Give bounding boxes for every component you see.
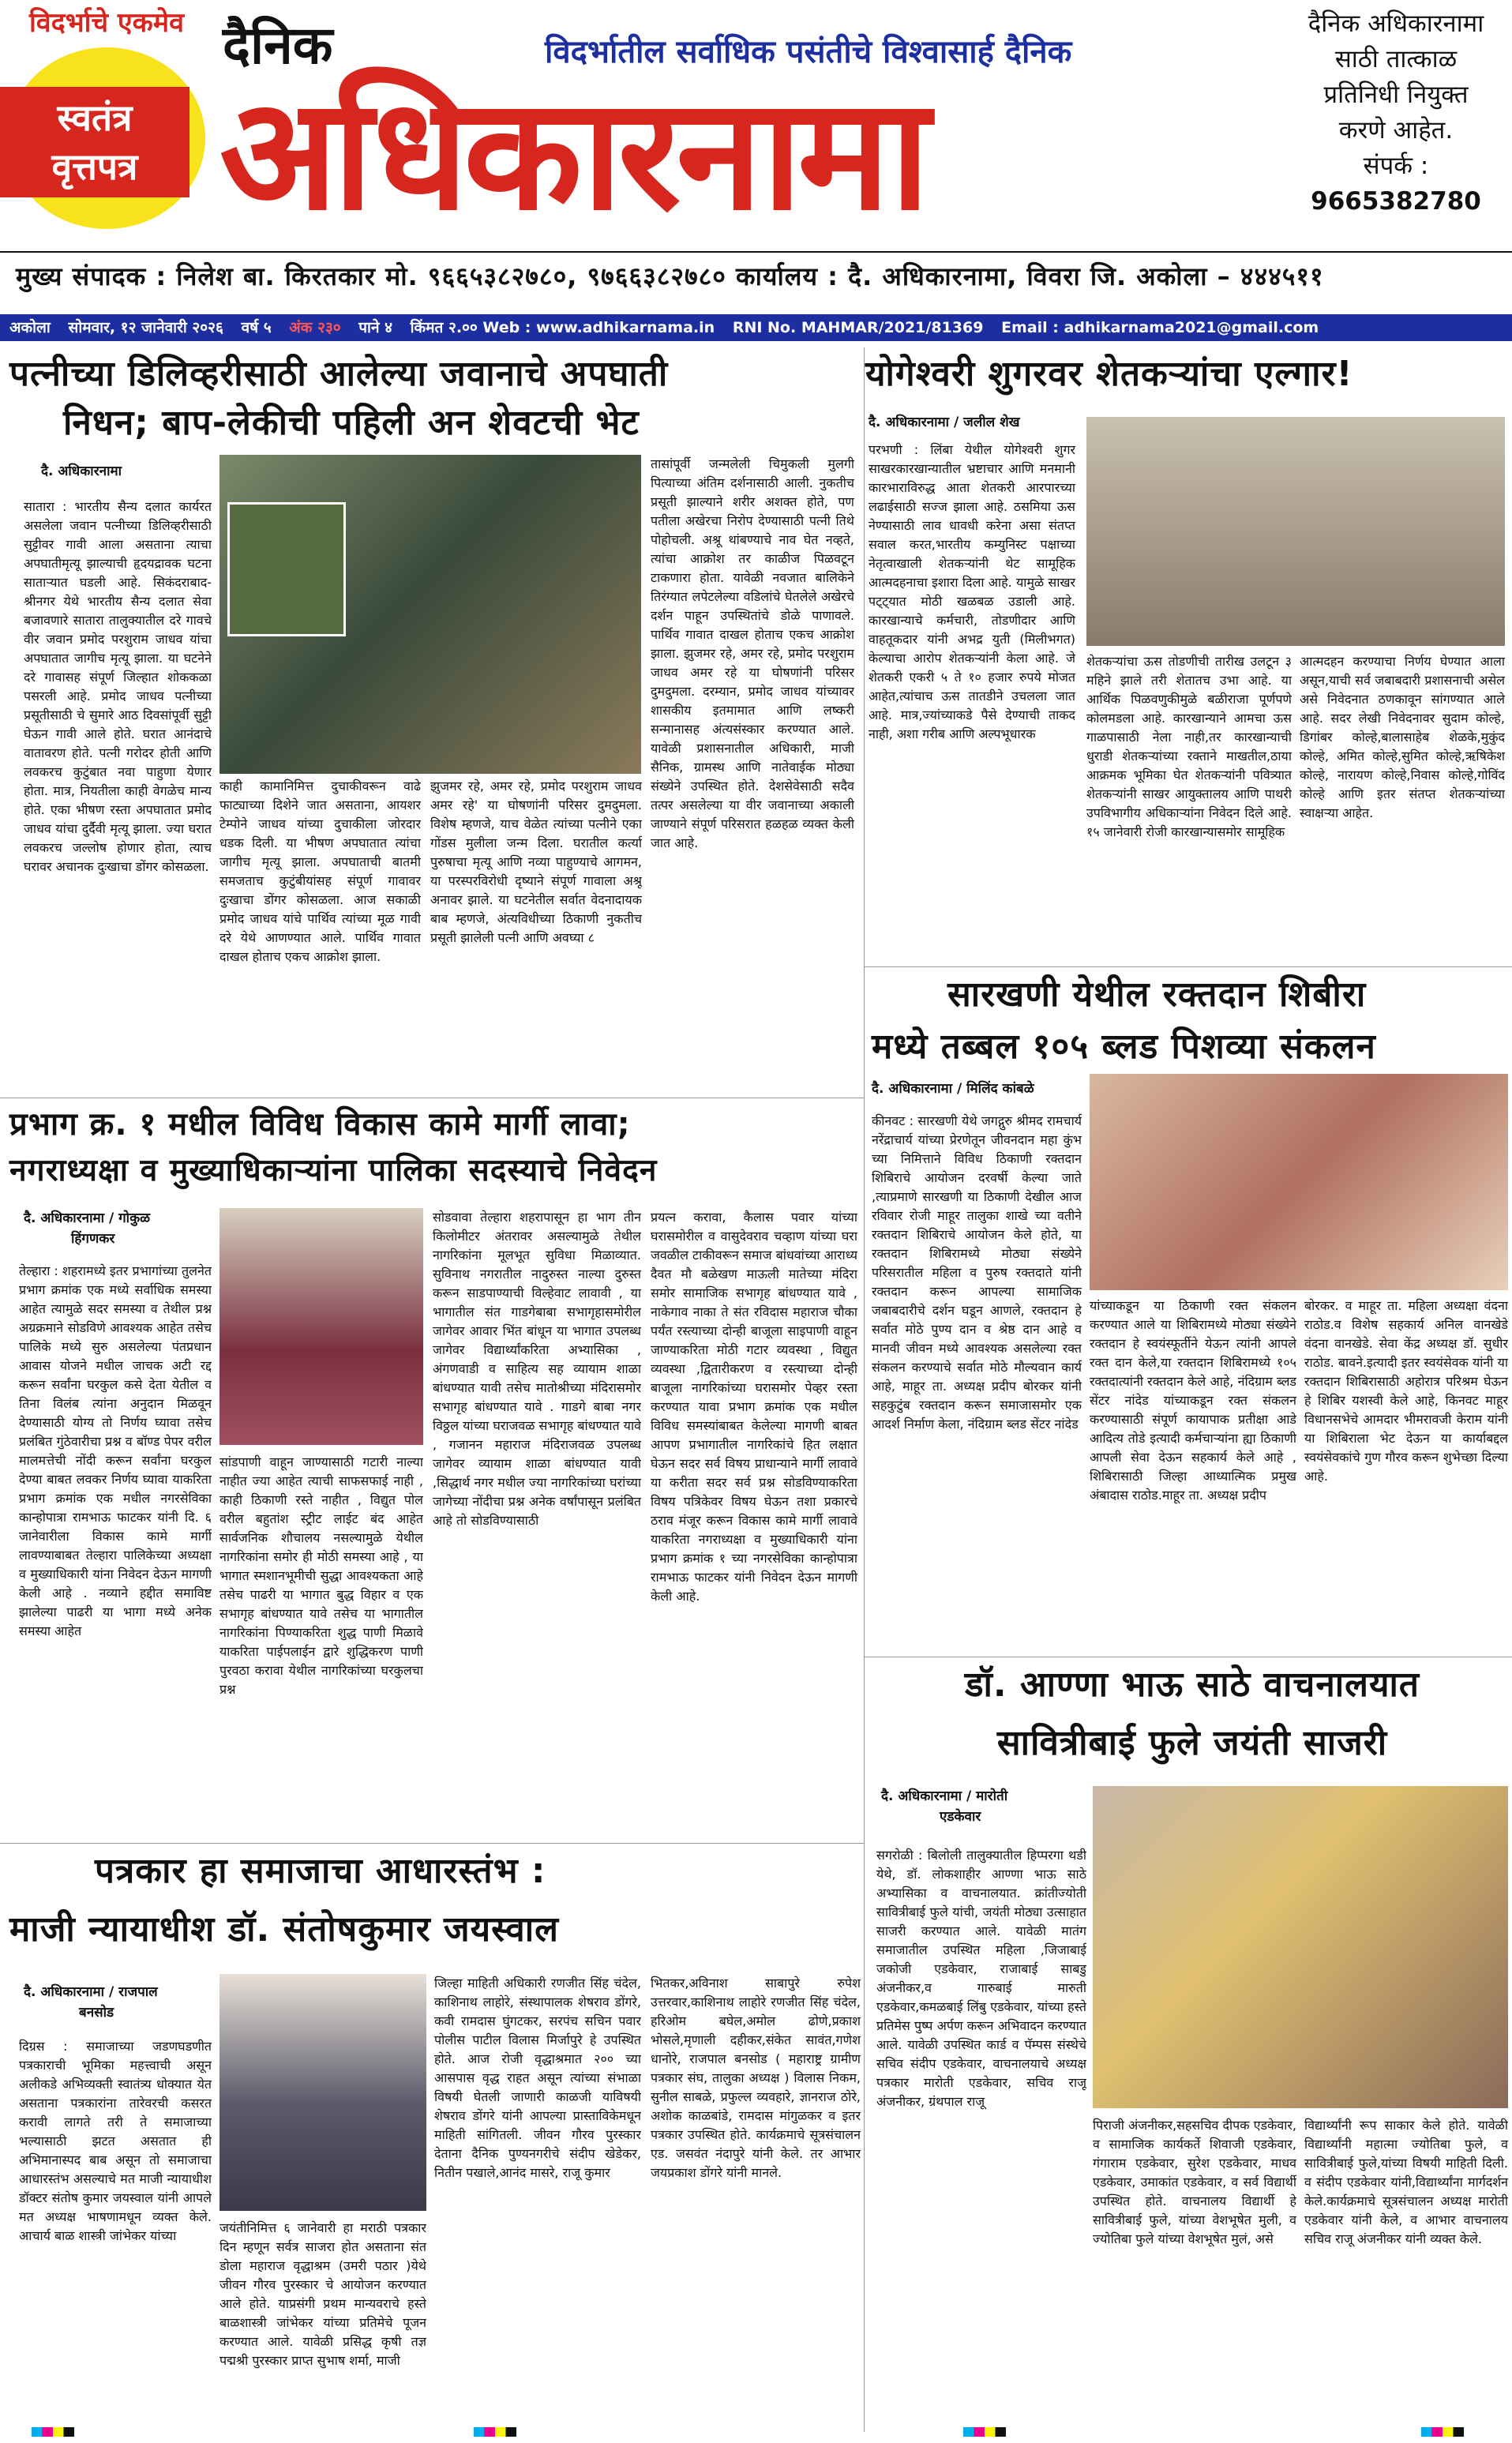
info-year: वर्ष ५ xyxy=(241,319,272,336)
masthead-dainik: दैनिक xyxy=(223,15,333,76)
a1-headline-1: पत्नीच्या डिलिव्हरीसाठी आलेल्या जवानाचे अपघाती xyxy=(9,354,669,394)
masthead-tagline: विदर्भातील सर्वाधिक पसंतीचे विश्वासार्ह दैनिक xyxy=(545,34,1072,70)
a4-col1: तेल्हारा : शहरामध्ये इतर प्रभागांच्या तुलनेत प्रभाग क्रमांक एक मध्ये सर्वाधिक समस्या आहेत त्यामुळे सदर समस्या व तेथील प्रश्न अग्रक्रमाने सोडविणे आवश्यक आहेत तसेच पालिके मध्ये सुरु असलेल्या पंतप्रधान आवास योजने मधील जाचक अटी रद्द करून सर्वांना घरकुल कसे देता येतील व तिना विलंब त्यांना अनुदान मिळवून देण्यासाठी योग्य तो निर्णय घ्यावा तसेच प्रलंबित गुंठेवारीचा प्रश्न व बॉण्ड पेपर वरील मालमत्तेची नोंदी करून सर्वांना घरकुल देण्या बाबत लवकर निर्णय घ्यावा याकरिता प्रभाग क्रमांक एक मधील नगरसेविका कान्होपात्रा रामभाऊ फाटकर यांनी दि. ६ जानेवारीला विकास कामे मार्गी लावण्याबाबत तेल्हारा पालिकेच्या अध्यक्षा व मुख्याधिकारी यांना निवेदन देऊन मागणी केली आहे . नव्याने हद्दीत समाविष्ट झालेल्या पाढरी या भागा मध्ये अनेक समस्या आहेत xyxy=(19,1263,212,1638)
a1-inset-photo xyxy=(227,502,346,636)
registration-mark xyxy=(32,2427,74,2437)
a4-col3: सोडवावा तेल्हारा शहरापासून हा भाग तीन किलोमीटर अंतरावर असल्यामुळे तेथील नागरिकांना मूलभूत सुविधा मिळाव्यात. सुविनाथ नगरातील नादुरुस्त नाल्या दुरुस्त करून साडपाण्याची विल्हेवाट लावावी , या भागातील संत गाडगेबाबा सभागृहासमोरील जागेवर आवार भिंत बांधून या भागात उपलब्ध जागेवर विद्यार्थ्यांकरिता अभ्यासिका , अंगणवाडी व साहित्य सह व्यायाम शाळा बांधण्यात यावी तसेच मातोश्रीच्या मंदिरासमोर सभागृह बांधण्यात यावे . गाडगे बाबा नगर विठ्ठल यांच्या घराजवळ सभागृह बांधण्यात यावे , गजानन महाराज मंदिराजवळ उपलब्ध जागेवर व्यायाम शाळा बांधण्यात यावी ,सिद्धार्थ नगर मधील ज्या नागरिकांच्या घरांच्या जागेच्या नोंदीचा प्रश्न अनेक वर्षांपासून प्रलंबित आहे तो सोडविण्यासाठी xyxy=(433,1210,641,1528)
info-rni: RNI No. MAHMAR/2021/81369 xyxy=(732,319,984,336)
registration-mark xyxy=(963,2427,1006,2437)
a6-col1: दिग्रस : समाजाच्या जडणघडणीत पत्रकाराची भूमिका महत्त्वाची असून अलीकडे अभिव्यक्ती स्वातंत्र्य धोक्यात येत असताना पत्रकारांना तारेवरची कसरत करावी लागते तरी ते समाजाच्या भल्यासाठी झटत असतात ही अभिमानास्पद बाब असून तो समाजाचा आधारस्तंभ असल्याचे मत माजी न्यायाधीश डॉक्टर संतोष कुमार जयस्वाल यांनी आपले मत अध्यक्ष भाषणामधून व्यक्त केले. आचार्य बाळ शास्त्री जांभेकर यांच्या xyxy=(19,2039,212,2243)
a4-byline-1: दै. अधिकारनामा / गोकुळ xyxy=(24,1210,151,1226)
registration-mark xyxy=(1421,2427,1464,2437)
a4-col4: प्रयत्न करावा, कैलास पवार यांच्या घरासमोरील व वासुदेवराव चव्हाण यांच्या घरा जवळील टाकीवरून समाज बांधवांच्या आराध्य दैवत मौ बळेखण माऊली मातेच्या मंदिरा समोर सामाजिक सभागृह बांधण्यात यावे , नाकेगाव नाका ते संत रविदास महाराज चौका पर्यंत रस्त्याच्या दोन्ही बाजूला साइपाणी वाहून जाण्याकरिता मोठी गटार व्यवस्था , विद्युत व्यवस्था ,द्वितारीकरण व रस्त्याच्या दोन्ही बाजूला नागरिकांच्या घरासमोर पेव्हर रस्ता करण्यात यावा प्रभाग क्रमांक एक मधील विविध समस्यांबाबत केलेल्या मागणी बाबत आपण प्रभागातील नागरिकांचे हित लक्षात घेऊन सदर सर्व विषय प्राधान्याने मार्गी लावावे या करीता सदर सर्व प्रश्न सोडविण्याकरिता विषय पत्रिकेवर विषय घेऊन तशा प्रकारचे ठराव मंजूर करून विकास कामे मार्गी लावावे याकरिता नगराध्यक्षा व मुख्याधिकारी यांना प्रभाग क्रमांक १ च्या नगरसेविका कान्होपात्रा रामभाऊ फाटकर यांनी निवेदन देऊन मागणी केली आहे. xyxy=(651,1210,857,1604)
a2-col3: आत्मदहन करण्याचा निर्णय घेण्यात आला असून,याची सर्व जबाबदारी प्रशासनाची असेल असे निवेदनात ठणकावून सांगण्यात आले आहे. सदर लेखी निवेदनावर सुदाम कोल्हे, डिगांबर कोल्हे,बालासाहेब शेळके,मुकुंद कोल्हे, अमित कोल्हे,सुमित कोल्हे,ऋषिकेश कोल्हे, नारायण कोल्हे,निवास कोल्हे,गोविंद कोल्हे आणि इतर संतप्त शेतकऱ्यांच्या स्वाक्षऱ्या आहेत. xyxy=(1300,654,1505,820)
a6-headline-1: पत्रकार हा समाजाचा आधारस्तंभ : xyxy=(95,1851,546,1891)
a3-col3: बोरकर. व माहूर ता. महिला अध्यक्षा वंदना राठोड.व विशेष सहकार्य अनिल वानखेडे वंदना वानखेडे. सेवा केंद्र अध्यक्ष डॉ. सुधीर राठोड. बावने.इत्यादी इतर स्वयंसेवक यांनी या रक्तदान शिबिरासाठी अहोरात्र परिश्रम घेऊन हे शिबिर यशस्वी केले आहे, किनवट माहूर विधानसभेचे आमदार भीमरावजी केराम यांनी या शिबिराला भेट देऊन या कार्याबद्दल स्वयंसेवकांचे गुण गौरव करून शुभेच्छा दिल्या आहे. xyxy=(1304,1298,1508,1484)
editor-line: मुख्य संपादक : निलेश बा. किरतकार मो. ९६६५३८२७८०, ९७६६३८२७८० कार्यालय : दै. अधिकारनामा, विवरा जि. अकोला – ४४४५११ xyxy=(16,261,1324,291)
a6-byline-1: दै. अधिकारनामा / राजपाल xyxy=(24,1984,158,2000)
a6-byline-2: बनसोड xyxy=(79,2005,114,2021)
a5-col1: सगरोळी : बिलोली तालुक्यातील हिप्परगा थडी येथे, डॉ. लोकशाहीर आण्णा भाऊ साठे अभ्यासिका व वाचनालयात. क्रांतीज्योती सावित्रीबाई फुले यांची, जयंती मोठ्या उत्साहात साजरी करण्यात आले. यावेळी मातंग समाजातील उपस्थित महिला ,जिजाबाई जकोजी एडकेवार, राजाबाई साबडु अंजनीकर,व गारुबाई मारुती एडकेवार,कमळबाई लिंबु एडकेवार, यांच्या हस्ते प्रतिमेस पुष्प अर्पण करून अभिवादन करण्यात आले. यावेळी उपस्थित कार्ड व पॅम्पस संस्थेचे सचिव संदीप एडकेवार, वाचनालयाचे अध्यक्ष पत्रकार मारोती एडकेवार, सचिव राजू अंजनीकर, ग्रंथपाल राजू xyxy=(876,1848,1086,2109)
a3-photo xyxy=(1090,1074,1508,1290)
a5-col3: विद्यार्थ्यांनी रूप साकार केले होते. यावेळी विद्यार्थ्यांनी महात्मा ज्योतिबा फुले, व सावित्रीबाई फुले,यांच्या विषयी माहिती दिली. व संदीप एडकेवार यांनी,विद्यार्थ्यांना मार्गदर्शन केले.कार्यक्रमाचे सूत्रसंचालन अध्यक्ष मारोती एडकेवार यांनी केले, व आभार वाचनालय सचिव राजू अंजनीकर यांनी व्यक्त केले. xyxy=(1304,2118,1508,2246)
notice-line: साठी तात्काळ xyxy=(1334,45,1458,73)
a2-headline: योगेश्वरी शुगरवर शेतकऱ्यांचा एल्गार! xyxy=(865,354,1353,394)
a5-byline-1: दै. अधिकारनामा / मारोती xyxy=(881,1788,1008,1804)
a3-headline-1: सारखणी येथील रक्तदान शिबीरा xyxy=(947,974,1367,1015)
a4-headline-1: प्रभाग क्र. १ मधील विविध विकास कामे मार्गी लावा; xyxy=(9,1106,631,1143)
a6-col3: जिल्हा माहिती अधिकारी रणजीत सिंह चंदेल, काशिनाथ लाहोरे, संस्थापालक शेषराव डोंगरे, कवी रामदास घुंगटकर, सरपंच सचिन पवार पोलीस पाटील विलास मिर्जापुरे हे उपस्थित होते. आज रोजी वृद्धाश्रमात २०० च्या आसपास वृद्ध राहत असून त्यांच्या संभाळा विषयी घेतली जाणारी काळजी याविषयी शेषराव डोंगरे यांनी आपल्या प्रास्ताविकेमधून माहिती सांगितली. जीवन गौरव पुरस्कार देताना दैनिक पुण्यनगरीचे संदीप खेडेकर, नितीन पखाले,आनंद मासरे, राजू कुमार xyxy=(434,1976,641,2180)
info-issue: अंक २३० xyxy=(289,319,341,336)
a1-col1: सातारा : भारतीय सैन्य दलात कार्यरत असलेला जवान पत्नीच्या डिलिव्हरीसाठी सुट्टीवर गावी आला असताना त्याचा अपघातीमृत्यू झाल्याची हृदयद्रावक घटना साताऱ्यात घडली आहे. सिकंदराबाद-श्रीनगर येथे भारतीय सैन्य दलात सेवा बजावणारे सातारा तालुक्यातील दरे गावचे वीर जवान प्रमोद परशुराम जाधव यांचा अपघातात जागीच मृत्यू झाला. या घटनेने दरे गावासह संपूर्ण जिल्हात शोककळा पसरली आहे. प्रमोद जाधव पत्नीच्या प्रसूतीसाठी चे सुमारे आठ दिवसांपूर्वी सुट्टी घेऊन गावी आले होते. घरात आनंदाचे वातावरण होते. पत्नी गरोदर होती आणि लवकरच कुटुंबात नवा पाहुणा येणार होता. मात्र, नियतीला काही वेगळेच मान्य होते. एका भीषण रस्ता अपघातात प्रमोद जाधव यांचा दुर्दैवी मृत्यू झाला. ज्या घरात लवकरच जल्लोष होणार होता, त्याच घरावर अचानक दुःखाचा डोंगर कोसळला. xyxy=(24,499,212,874)
a6-col2: जयंतीनिमित्त ६ जानेवारी हा मराठी पत्रकार दिन म्हणून सर्वत्र साजरा होत असताना संत डोला महाराज वृद्धाश्रम (उमरी पठार )येथे जीवन गौरव पुरस्कार चे आयोजन करण्यात आले होते. याप्रसंगी प्रथम मान्यवराचे हस्ते बाळशास्त्री जांभेकर यांच्या प्रतिमेचे पूजन करण्यात आले. यावेळी प्रसिद्ध कृषी तज्ञ पद्मश्री पुरस्कार प्राप्त सुभाष शर्मा, माजी xyxy=(219,2220,426,2368)
info-price: किंमत २.०० Web : www.adhikarnama.in xyxy=(410,319,715,336)
notice-phone: 9665382780 xyxy=(1311,187,1481,216)
badge-line2: वृत्तपत्र xyxy=(51,145,138,188)
a1-photo xyxy=(219,455,641,774)
divider xyxy=(0,251,1512,253)
a5-byline-2: एडकेवार xyxy=(940,1809,981,1825)
masthead-notice xyxy=(1285,6,1506,220)
notice-line: प्रतिनिधी नियुक्त xyxy=(1323,81,1469,109)
a4-headline-2: नगराध्यक्षा व मुख्याधिकाऱ्यांना पालिका सदस्याचे निवेदन xyxy=(9,1153,658,1188)
a6-col4: भितकर,अविनाश साबापुरे रुपेश उत्तरवार,काशिनाथ लाहोरे रणजीत सिंह चंदेल, हरिओम बघेल,अमोल ढोणे,प्रकाश भोसले,मृणाली दहीकर,संकेत सावंत,गणेश धानोरे, राजपाल बनसोड ( महाराष्ट्र ग्रामीण पत्रकार संघ, तालुका अध्यक्ष ) विलास निकम, सुनील साबळे, प्रफुल्ल व्यवहारे, ज्ञानराज ठोरे, अशोक काळबांडे, रामदास मांगुळकर व इतर पत्रकार उपस्थित होते. कार्यक्रमाचे सूत्रसंचालन एड. जसवंत नंदापुरे यांनी केले. तर आभार जयप्रकाश डोंगरे यांनी मानले. xyxy=(651,1976,861,2180)
masthead-title: अधिकारनामा xyxy=(219,63,926,245)
info-page: पाने ४ xyxy=(358,319,392,336)
section-rule xyxy=(0,1843,864,1844)
section-rule xyxy=(864,966,1512,967)
a2-col2: शेतकऱ्यांचा ऊस तोडणीची तारीख उलटून ३ महिने झाले तरी शेतातच उभा आहे. या आर्थिक पिळवणुकीमुळे बळीराजा पूर्णपणे कोलमडला आहे. कारखान्याने आमचा ऊस गाळपासाठी नेला नाही,तर कारखान्याची धुराडी शेतकऱ्यांच्या रक्ताने माखतील,ठाया आक्रमक भूमिका घेत शेतकऱ्यांनी पवित्र्यात शेतकऱ्यांनी साखर आयुक्तालय आणि पाथरी उपविभागीय अधिकाऱ्यांना निवेदन दिले आहे. १५ जानेवारी रोजी कारखान्यासमोर सामूहिक xyxy=(1086,654,1292,839)
badge-ribbon xyxy=(0,87,189,197)
notice-line: करणे आहेत. xyxy=(1338,116,1454,144)
a3-byline: दै. अधिकारनामा / मिलिंद कांबळे xyxy=(872,1081,1034,1097)
a2-photo xyxy=(1086,417,1505,646)
badge xyxy=(0,0,213,237)
registration-mark xyxy=(474,2427,516,2437)
a3-col1: कीनवट : सारखणी येथे जगद्गुरु श्रीमद रामचार्य नरेंद्राचार्य यांच्या प्रेरणेतून जीवनदान महा कुंभ च्या निमित्ताने विविध ठिकाणी रक्तदान शिबिराचे आयोजन दरवर्षी केल्या जाते ,त्याप्रमाणे सारखणी या ठिकाणी देखील आज रविवार रोजी माहूर तालुका शाखे च्या वतीने रक्तदान शिबिराचे आयोजन केले होते, या रक्तदान शिबिरामध्ये मोठ्या संख्येने परिसरातील महिला व पुरुष रक्तदाते यांनी रक्तदान करून आपल्या सामाजिक जबाबदारीचे दर्शन घडून आणले, रक्तदान हे सर्वात मोठे पुण्य दान व श्रेष्ठ दान आहे व मानवी जीवन मध्ये आवश्यक असलेल्या रक्त संकलन करण्याचे सर्वात मोठे मौल्यवान कार्य आहे, माहूर ता. अध्यक्ष प्रदीप बोरकर यांनी सहकुटुंब रक्तदान करून समाजासमोर एक आदर्श निर्माण केला, नंदिग्राम ब्लड सेंटर नांदेड xyxy=(872,1113,1082,1432)
a1-headline-2: निधन; बाप-लेकीची पहिली अन शेवटची भेट xyxy=(63,403,640,443)
a1-col2: काही कामानिमित्त दुचाकीवरून वाढे फाट्याच्या दिशेने जात असताना, आयशर टेम्पोने जाधव यांच्या दुचाकीला जोरदार धडक दिली. या भीषण अपघातात त्यांचा जागीच मृत्यू झाला. अपघाताची बातमी समजताच कुटुंबीयांसह संपूर्ण गावावर दुःखाचा डोंगर कोसळला. आज सकाळी प्रमोद जाधव यांचे पार्थिव त्यांच्या मूळ गावी दरे येथे आणण्यात आले. पार्थिव गावात दाखल होताच एकच आक्रोश झाला. xyxy=(219,779,421,964)
a4-photo xyxy=(219,1208,423,1445)
a5-headline-1: डॉ. आण्णा भाऊ साठे वाचनालयात xyxy=(964,1664,1420,1705)
a2-byline: दै. अधिकारनामा / जलील शेख xyxy=(869,415,1020,430)
a3-col2: यांच्याकडून या ठिकाणी रक्त संकलन करण्यात आले या शिबिरामध्ये मोठ्या संख्येने रक्तदान हे स्वयंस्फूर्तीने येऊन त्यांनी आपले रक्त दान केले,या रक्तदान शिबिरामध्ये १०५ रक्तदात्यांनी रक्तदान केले आहे, नंदिग्राम ब्लड सेंटर नांदेड यांच्याकडून रक्त संकलन करण्यासाठी संपूर्ण कायापाक प्रतीक्षा आडे आदित्य तोडे इत्यादी कर्मचाऱ्यांना ह्या ठिकाणी आपली सेवा देऊन सहकार्य केले आहे , शिबिरासाठी जिल्हा आध्यात्मिक प्रमुख अंबादास राठोड.माहूर ता. अध्यक्ष प्रदीप xyxy=(1090,1298,1296,1503)
notice-line: दैनिक अधिकारनामा xyxy=(1308,9,1484,38)
badge-top: विदर्भाचे एकमेव xyxy=(28,7,185,39)
a1-byline: दै. अधिकारनामा xyxy=(41,463,122,479)
a3-headline-2: मध्ये तब्बल १०५ ब्लड पिशव्या संकलन xyxy=(872,1026,1376,1067)
a6-headline-2: माजी न्यायाधीश डॉ. संतोषकुमार जयस्वाल xyxy=(9,1909,559,1950)
a4-byline-2: हिंगणकर xyxy=(71,1231,115,1247)
info-place: अकोला xyxy=(9,319,51,336)
notice-line: संपर्क : xyxy=(1363,152,1429,180)
a1-col3: झुजमर रहे, अमर रहे, प्रमोद परशुराम जाधव अमर रहे' या घोषणांनी परिसर दुमदुमला. विशेष म्हणजे, याच वेळेत त्यांच्या पत्नीने एका गोंडस मुलीला जन्म दिला. घरातील कर्त्या पुरुषाचा मृत्यू आणि नव्या पाहुण्याचे आगमन, या परस्परविरोधी दृष्याने संपूर्ण गावाला अश्रू अनावर झाले. या घटनेतील सर्वात वेदनादायक बाब म्हणजे, अंत्यविधीच्या ठिकाणी नुकतीच प्रसूती झालेली पत्नी आणि अवघ्या ८ xyxy=(430,779,642,945)
info-day: सोमवार, १२ जानेवारी २०२६ xyxy=(68,319,223,336)
a4-col2: सांडपाणी वाहून जाण्यासाठी गटारी नाल्या नाहीत ज्या आहेत त्याची साफसफाई नाही , काही ठिकाणी रस्ते नाहीत , विद्युत पोल वरील बहुतांश स्ट्रीट लाईट बंद आहेत सार्वजनिक शौचालय नसल्यामुळे येथील नागरिकांना समोर ही मोठी समस्या आहे , या भागात स्मशानभूमीची सुद्धा आवश्यकता आहे तसेच पाढरी या भागात बुद्ध विहार व एक सभागृह बांधण्यात यावे तसेच या भागातील नागरिकांना पिण्याकरिता शुद्ध पाणी मिळावे याकरिता पाईपलाईन द्वारे शुद्धिकरण पाणी पुरवठा करावा येथील नागरिकांच्या घरकुलचा प्रश्न xyxy=(219,1454,423,1697)
a6-photo xyxy=(219,1974,426,2211)
info-email: Email : adhikarnama2021@gmail.com xyxy=(1001,319,1319,336)
column-rule xyxy=(864,347,865,2432)
a1-col4: तासांपूर्वी जन्मलेली चिमुकली मुलगी पित्याच्या अंतिम दर्शनासाठी आली. नुकतीच प्रसूती झाल्याने शरीर अशक्त होते, पण पतीला अखेरचा निरोप देण्यासाठी पत्नी तिथे पोहोचली. अश्रू थांबण्याचे नाव घेत नव्हते, त्यांचा आक्रोश तर काळीज पिळवटून टाकणारा होता. यावेळी नवजात बालिकेने तिरंग्यात लपेटलेल्या वडिलांचे घेतलेले अखेरचे दर्शन पाहून उपस्थितांचे डोळे पाणावले. पार्थिव गावात दाखल होताच एकच आक्रोश झाला. झुजमर रहे, अमर रहे, प्रमोद परशुराम जाधव अमर रहे या घोषणांनी परिसर दुमदुमला. दरम्यान, प्रमोद जाधव यांच्यावर शासकीय इतमामात आणि लष्करी सन्मानासह अंत्यसंस्कार करण्यात आले. यावेळी प्रशासनातील अधिकारी, माजी सैनिक, ग्रामस्थ आणि नातेवाईक मोठ्या संख्येने उपस्थित होते. देशसेवेसाठी सदैव तत्पर असलेल्या या वीर जवानाच्या अकाली जाण्याने संपूर्ण परिसरात हळहळ व्यक्त केली जात आहे. xyxy=(651,456,854,850)
info-bar xyxy=(0,314,1512,341)
a2-col1: परभणी : लिंबा येथील योगेश्वरी शुगर साखरकारखान्यातील भ्रष्टाचार आणि मनमानी कारभाराविरुद्ध आता शेतकरी आरपारच्या लढाईसाठी सज्ज झाला आहे. ठसमिया ऊस नेण्यासाठी लाव धावधी करेना असा संतप्त सवाल करत,भारतीय कम्युनिस्ट पक्षाच्या नेतृत्वाखाली शेतकऱ्यांनी थेट सामूहिक आत्मदहनाचा इशारा दिला आहे. यामुळे साखर पट्ट्यात मोठी खळबळ उडाली आहे. कारखान्याचे कर्मचारी, तोडणीदार आणि वाहतूकदार यांनी अभद्र युती (मिलीभगत) केल्याचा आरोप शेतकऱ्यांनी केला आहे. जे शेतकरी एकरी ५ ते १० हजार रुपये मोजत आहेत,त्यांचाच ऊस तातडीने उचलला जात आहे. मात्र,ज्यांच्याकडे पैसे देण्याची ताकद नाही, अशा गरीब आणि अल्पभूधारक xyxy=(869,442,1075,741)
badge-line1: स्वतंत्र xyxy=(57,96,133,139)
a5-headline-2: सावित्रीबाई फुले जयंती साजरी xyxy=(996,1723,1388,1763)
a5-col2: पिराजी अंजनीकर,सहसचिव दीपक एडकेवार, व सामाजिक कार्यकर्ते शिवाजी एडकेवार, गंगाराम एडकेवार, सुरेश एडकेवार, माधव एडकेवार, उमाकांत एडकेवार, व सर्व विद्यार्थी उपस्थित होते. वाचनालय विद्यार्थी हे सावित्रीबाई फुले, यांच्या वेशभूषेत मुली, व ज्योतिबा फुले यांच्या वेशभूषेत मुलं, असे xyxy=(1093,2118,1296,2246)
a5-photo xyxy=(1093,1786,1508,2108)
